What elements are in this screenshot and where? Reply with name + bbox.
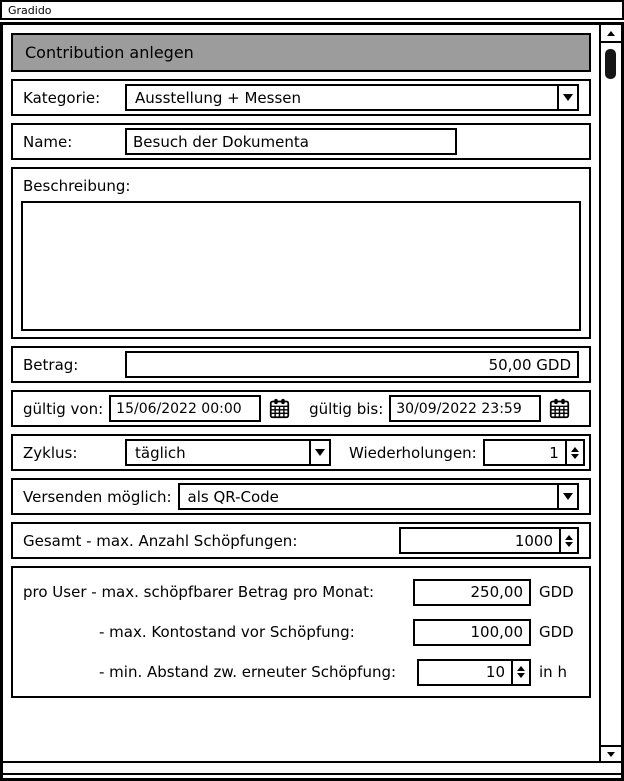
spinner-down-icon (571, 454, 579, 459)
calendar-icon (549, 398, 570, 419)
versenden-select[interactable] (178, 483, 579, 510)
pro-user-section (11, 566, 591, 698)
zyklus-value: täglich (135, 443, 186, 462)
scrollbar-thumb[interactable] (605, 49, 616, 79)
triangle-down-icon (563, 493, 573, 500)
abstand-stepper (417, 659, 531, 686)
calendar-icon (269, 398, 290, 419)
pro-user-monat-unit: GDD (539, 583, 574, 601)
gesamt-row (11, 522, 591, 559)
triangle-down-icon (563, 94, 573, 101)
betrag-row (11, 346, 591, 383)
wiederholungen-input[interactable] (483, 439, 567, 466)
form-header-title: Contribution anlegen (25, 43, 194, 62)
abstand-input[interactable] (417, 659, 513, 686)
zyklus-select[interactable] (125, 439, 331, 466)
triangle-down-icon (315, 449, 325, 456)
gesamt-spinner-buttons[interactable] (559, 527, 579, 554)
zyklus-label: Zyklus: (23, 443, 78, 462)
versenden-chevron-down-icon[interactable] (557, 485, 577, 508)
abstand-row (23, 652, 579, 692)
name-input[interactable] (125, 128, 457, 155)
gesamt-input[interactable] (399, 527, 561, 554)
scrollbar-down-button[interactable] (601, 745, 621, 761)
window-titlebar (0, 0, 624, 20)
form-area (3, 25, 599, 761)
main-window (0, 22, 624, 781)
zyklus-chevron-down-icon[interactable] (309, 441, 329, 464)
name-label: Name: (23, 132, 73, 151)
wiederholungen-label: Wiederholungen: (349, 443, 477, 462)
abstand-unit: in h (539, 663, 567, 681)
kontostand-unit: GDD (539, 623, 574, 641)
abstand-spinner-buttons[interactable] (511, 659, 531, 686)
gesamt-stepper (399, 527, 579, 554)
gueltig-row (11, 390, 591, 427)
beschreibung-textarea[interactable] (21, 201, 581, 331)
bottom-bar (3, 761, 621, 775)
kontostand-input[interactable] (413, 619, 531, 646)
kategorie-row (11, 79, 591, 116)
versenden-value: als QR-Code (187, 487, 279, 506)
gueltig-bis-input[interactable] (389, 395, 541, 422)
kontostand-row (23, 612, 579, 652)
spinner-down-icon (565, 542, 573, 547)
name-row (11, 123, 591, 160)
scrollbar-up-button[interactable] (601, 25, 621, 43)
spinner-up-icon (571, 447, 579, 452)
gueltig-von-label: gültig von: (23, 399, 104, 418)
gueltig-bis-label: gültig bis: (309, 399, 384, 418)
kategorie-select[interactable] (125, 84, 579, 111)
scroll-down-icon (607, 752, 615, 757)
spinner-up-icon (517, 666, 525, 671)
pro-user-monat-input[interactable] (413, 579, 531, 606)
gesamt-label: Gesamt - max. Anzahl Schöpfungen: (23, 531, 298, 550)
scroll-up-icon (607, 31, 615, 36)
spinner-down-icon (517, 673, 525, 678)
gueltig-bis-calendar-button[interactable] (547, 397, 571, 421)
zyklus-row (11, 434, 591, 471)
gueltig-von-input[interactable] (109, 395, 261, 422)
gueltig-von-calendar-button[interactable] (267, 397, 291, 421)
beschreibung-label: Beschreibung: (23, 177, 131, 195)
wiederholungen-spinner-buttons[interactable] (565, 439, 585, 466)
wiederholungen-stepper (483, 439, 585, 466)
kategorie-value: Ausstellung + Messen (135, 88, 302, 107)
versenden-row (11, 478, 591, 515)
kontostand-label: - max. Kontostand vor Schöpfung: (99, 623, 355, 641)
pro-user-monat-label: pro User - max. schöpfbarer Betrag pro Monat: (23, 583, 375, 601)
kategorie-label: Kategorie: (23, 88, 101, 107)
spinner-up-icon (565, 535, 573, 540)
window-title: Gradido (8, 3, 52, 17)
pro-user-monat-row (23, 572, 579, 612)
versenden-label: Versenden möglich: (23, 487, 172, 506)
betrag-input[interactable] (125, 351, 579, 378)
abstand-label: - min. Abstand zw. erneuter Schöpfung: (99, 663, 397, 681)
beschreibung-section (11, 167, 591, 339)
vertical-scrollbar[interactable] (599, 25, 621, 761)
kategorie-chevron-down-icon[interactable] (557, 86, 577, 109)
form-header (11, 33, 591, 72)
betrag-label: Betrag: (23, 355, 79, 374)
